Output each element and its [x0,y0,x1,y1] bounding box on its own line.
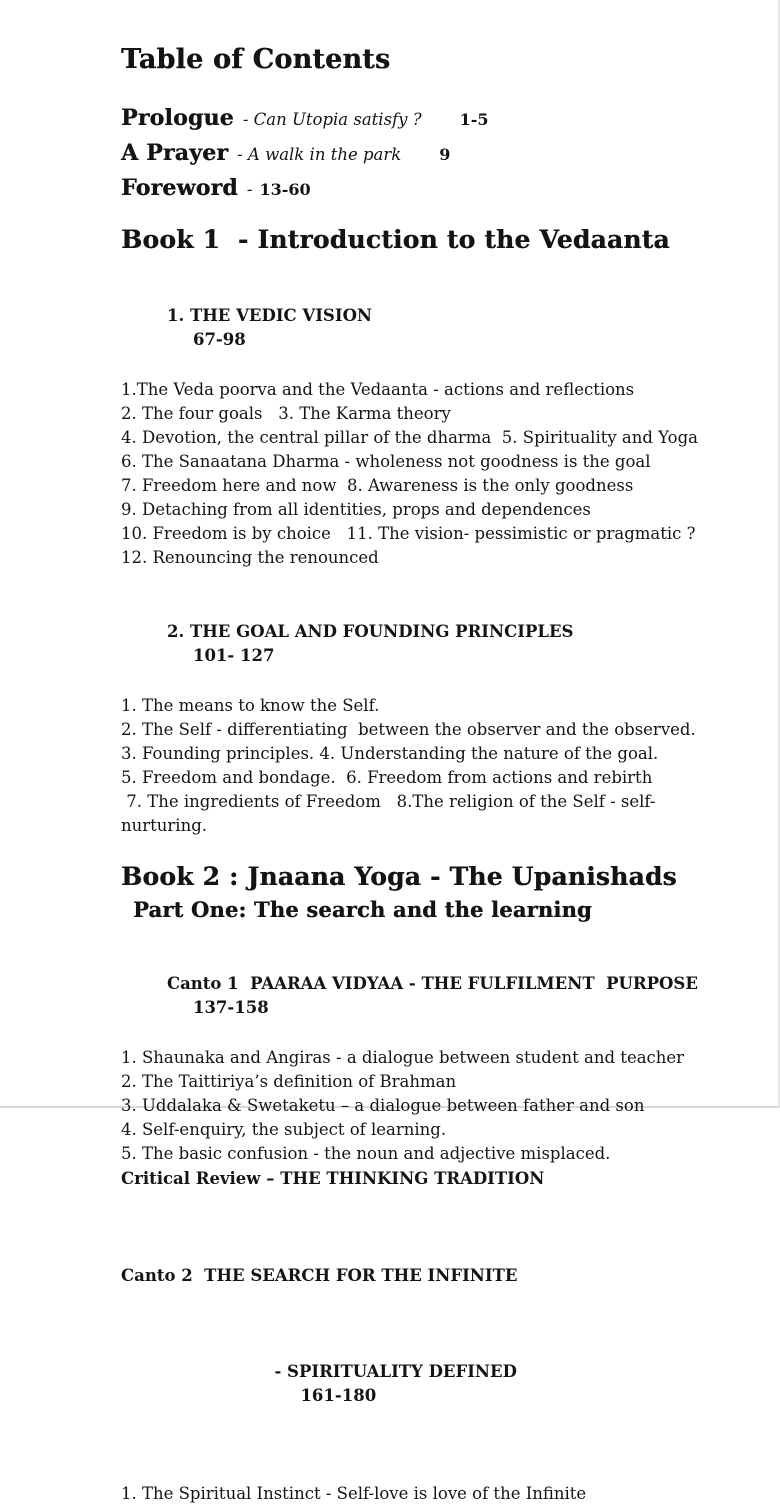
entry-label: Foreword [121,175,238,201]
toc-line: 1. The means to know the Self. [121,696,380,715]
toc-entry-prayer [121,140,708,166]
toc-line: 1. The Spiritual Instinct - Self-love is love of the Infinite [121,1483,587,1503]
book2-heading: Book 2 : Jnaana Yoga - The Upanishads [121,862,677,892]
page-title: Table of Contents [121,44,391,75]
toc-line: 2. The Taittiriya’s definition of Brahman [121,1072,457,1092]
section-canto-1 [121,948,708,1190]
section-goal-principles [121,596,708,838]
section-heading [121,280,708,376]
book1-heading: Book 1 - Introduction to the Vedaanta [121,225,670,254]
toc-line: 3. Founding principles. 4. Understanding the nature of the goal. [121,744,659,764]
toc-line: 10. Freedom is by choice 11. The vision- pessimistic or pragmatic ? [121,524,696,544]
canto-title: Canto 2 THE SEARCH FOR THE INFINITE [121,1266,518,1286]
section-pages: 67-98 [192,329,246,349]
toc-line: 2. The Self - differentiating between the observer and the observed. [121,720,696,740]
canto-pages: 161-180 [300,1386,377,1406]
canto-heading [121,1217,708,1480]
canto-pages: 137-158 [192,998,269,1018]
entry-label: A Prayer [121,140,229,166]
toc-line: 5. Freedom and bondage. 6. Freedom from actions and rebirth [121,768,653,788]
entry-label: Prologue [121,105,234,131]
canto-subtitle: - SPIRITUALITY DEFINED [274,1362,517,1382]
section-vedic-vision [121,280,708,570]
toc-line: 2. The four goals 3. The Karma theory [121,403,451,423]
canto-subtitle-row [217,1336,708,1432]
canto-title: Canto 1 PAARAA VIDYAA - THE FULFILMENT PURPOSE [166,974,698,994]
toc-line: 4. Devotion, the central pillar of the dharma 5. Spirituality and Yoga [121,427,698,447]
front-matter [121,105,708,201]
part-one-heading: Part One: The search and the learning [133,897,592,923]
section-title: 2. THE GOAL AND FOUNDING PRINCIPLES [166,622,574,642]
entry-pages: 9 [439,145,451,164]
toc-line: 7. Freedom here and now 8. Awareness is the only goodness [121,476,634,495]
toc-line: 5. The basic confusion - the noun and adjective misplaced. [121,1144,611,1164]
entry-desc: - A walk in the park [237,145,402,164]
entry-desc: - [246,180,253,199]
entry-pages: 13-60 [259,180,311,199]
toc-line: 4. Self-enquiry, the subject of learning. [121,1120,447,1140]
critical-review-line: Critical Review – THE THINKING TRADITION [121,1168,545,1188]
entry-pages: 1-5 [459,110,489,129]
toc-line: 1. Shaunaka and Angiras - a dialogue between student and teacher [121,1048,685,1068]
section-heading [121,596,708,692]
toc-line: 9. Detaching from all identities, props and dependences [121,500,591,520]
toc-line: 12. Renouncing the renounced [121,548,379,568]
canto-heading [121,948,708,1044]
toc-entry-foreword [121,175,708,201]
section-pages: 101- 127 [192,646,275,666]
toc-line: 7. The ingredients of Freedom 8.The religion of the Self - self-nurturing. [121,792,656,836]
toc-line: 3. Uddalaka & Swetaketu – a dialogue between father and son [121,1096,645,1116]
toc-line: 1.The Veda poorva and the Vedaanta - actions and reflections [121,379,635,399]
section-canto-2 [121,1217,708,1506]
toc-entry-prologue [121,105,708,131]
entry-desc: - Can Utopia satisfy ? [242,110,422,129]
section-title: 1. THE VEDIC VISION [166,305,373,325]
toc-line: 6. The Sanaatana Dharma - wholeness not goodness is the goal [121,451,651,471]
